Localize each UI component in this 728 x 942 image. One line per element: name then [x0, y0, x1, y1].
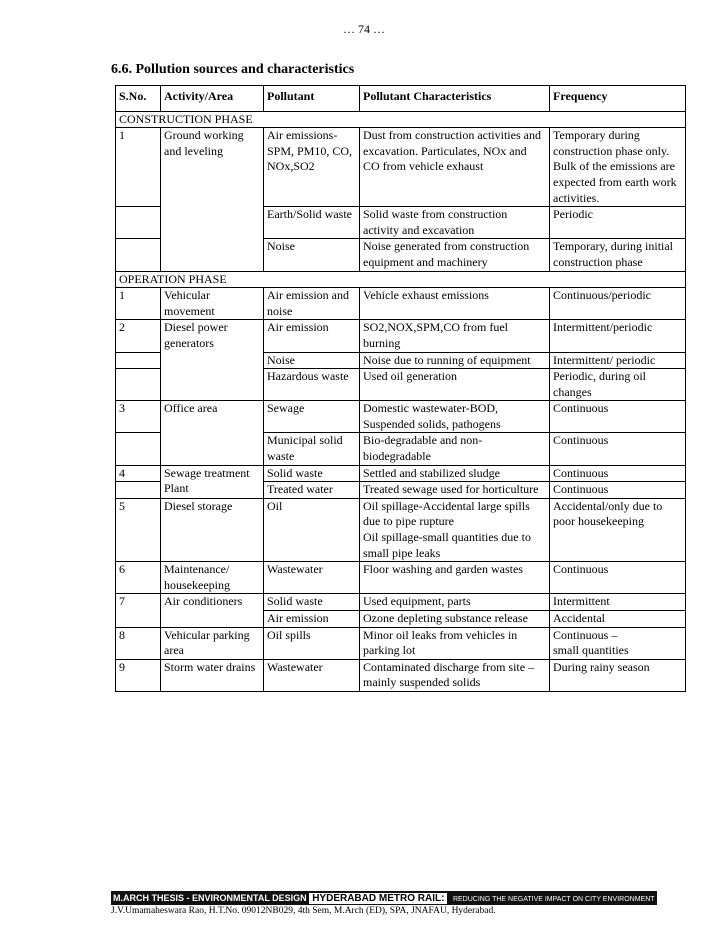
cell-characteristics: Contaminated discharge from site – mainly suspended solids: [360, 659, 550, 691]
cell-activity: Vehicular parking area: [161, 627, 264, 659]
cell-frequency: Continuous: [550, 401, 686, 433]
cell-activity: Ground working and leveling: [161, 128, 264, 271]
cell-characteristics: Noise generated from construction equipment and machinery: [360, 239, 550, 271]
cell-frequency: Periodic, during oil changes: [550, 369, 686, 401]
cell-pollutant: Air emission: [264, 320, 360, 352]
cell-pollutant: Air emission and noise: [264, 288, 360, 320]
phase-label: CONSTRUCTION PHASE: [116, 111, 686, 128]
cell-sno: 1: [116, 288, 161, 320]
cell-sno: 9: [116, 659, 161, 691]
cell-frequency: Intermittent/ periodic: [550, 352, 686, 369]
cell-pollutant: Oil spills: [264, 627, 360, 659]
table-row: [116, 401, 686, 433]
header-activity: Activity/Area: [161, 86, 264, 112]
footer-banner-left: M.ARCH THESIS - ENVIRONMENTAL DESIGN: [113, 893, 307, 903]
cell-pollutant: Noise: [264, 239, 360, 271]
cell-activity: Office area: [161, 401, 264, 465]
cell-sno: 6: [116, 562, 161, 594]
header-frequency: Frequency: [550, 86, 686, 112]
cell-sno: 1: [116, 128, 161, 207]
cell-frequency: Continuous: [550, 465, 686, 482]
cell-pollutant: Sewage: [264, 401, 360, 433]
cell-pollutant: Air emissions-SPM, PM10, CO, NOx,SO2: [264, 128, 360, 207]
cell-activity: Storm water drains: [161, 659, 264, 691]
header-sno: S.No.: [116, 86, 161, 112]
footer-author-line: J.V.Umamaheswara Rao, H.T.No. 09012NB029, 4th Sem, M.Arch (ED), SPA, JNAFAU, Hyderabad.: [111, 906, 496, 916]
cell-sno: 3: [116, 401, 161, 433]
table-row: [116, 659, 686, 691]
header-pollutant: Pollutant: [264, 86, 360, 112]
footer-banner-mid: HYDERABAD METRO RAIL:: [309, 893, 447, 904]
cell-frequency: Accidental: [550, 611, 686, 628]
table-body: [116, 111, 686, 691]
footer-banner: [111, 891, 657, 905]
pollution-table: [115, 85, 686, 692]
cell-characteristics: Treated sewage used for horticulture: [360, 482, 550, 499]
cell-pollutant: Municipal solid waste: [264, 433, 360, 465]
cell-characteristics: Solid waste from construction activity and excavation: [360, 207, 550, 239]
cell-pollutant: Oil: [264, 498, 360, 561]
cell-pollutant: Earth/Solid waste: [264, 207, 360, 239]
cell-characteristics: Noise due to running of equipment: [360, 352, 550, 369]
cell-pollutant: Air emission: [264, 611, 360, 628]
footer-banner-right: REDUCING THE NEGATIVE IMPACT ON CITY ENVIRONMENT: [452, 896, 655, 903]
cell-characteristics: Bio-degradable and non-biodegradable: [360, 433, 550, 465]
cell-characteristics: Used equipment, parts: [360, 594, 550, 611]
cell-characteristics: Vehicle exhaust emissions: [360, 288, 550, 320]
cell-frequency: Intermittent: [550, 594, 686, 611]
cell-pollutant: Hazardous waste: [264, 369, 360, 401]
cell-pollutant: Treated water: [264, 482, 360, 499]
cell-sno: [116, 433, 161, 465]
cell-frequency: Continuous – small quantities: [550, 627, 686, 659]
cell-activity: Sewage treatment Plant: [161, 465, 264, 498]
cell-sno: 5: [116, 498, 161, 561]
cell-pollutant: Solid waste: [264, 594, 360, 611]
cell-sno: [116, 482, 161, 499]
table-row: [116, 128, 686, 207]
header-characteristics: Pollutant Characteristics: [360, 86, 550, 112]
cell-frequency: Periodic: [550, 207, 686, 239]
cell-activity: Diesel storage: [161, 498, 264, 561]
table-row: [116, 594, 686, 611]
cell-pollutant: Noise: [264, 352, 360, 369]
cell-characteristics: Settled and stabilized sludge: [360, 465, 550, 482]
cell-pollutant: Solid waste: [264, 465, 360, 482]
table-row: [116, 465, 686, 482]
cell-activity: Air conditioners: [161, 594, 264, 627]
cell-characteristics: Ozone depleting substance release: [360, 611, 550, 628]
cell-frequency: Intermittent/periodic: [550, 320, 686, 352]
cell-activity: Maintenance/ housekeeping: [161, 562, 264, 594]
cell-frequency: Temporary, during initial construction phase: [550, 239, 686, 271]
cell-frequency: Accidental/only due to poor housekeeping: [550, 498, 686, 561]
cell-sno: 7: [116, 594, 161, 627]
phase-row: [116, 271, 686, 288]
cell-sno: 8: [116, 627, 161, 659]
cell-characteristics: Used oil generation: [360, 369, 550, 401]
phase-label: OPERATION PHASE: [116, 271, 686, 288]
cell-pollutant: Wastewater: [264, 562, 360, 594]
cell-characteristics: Floor washing and garden wastes: [360, 562, 550, 594]
table-row: [116, 562, 686, 594]
cell-frequency: Continuous: [550, 433, 686, 465]
page-number: … 74 …: [343, 22, 385, 36]
cell-sno: 4: [116, 465, 161, 482]
table-row: [116, 498, 686, 561]
cell-sno: [116, 352, 161, 369]
cell-sno: [116, 207, 161, 239]
cell-sno: [116, 239, 161, 271]
cell-characteristics: Domestic wastewater-BOD, Suspended solids, pathogens: [360, 401, 550, 433]
phase-row: [116, 111, 686, 128]
cell-characteristics: Minor oil leaks from vehicles in parking lot: [360, 627, 550, 659]
cell-activity: Vehicular movement: [161, 288, 264, 320]
table-row: [116, 627, 686, 659]
cell-frequency: During rainy season: [550, 659, 686, 691]
table-row: [116, 288, 686, 320]
cell-sno: [116, 369, 161, 401]
table-header-row: [116, 86, 686, 112]
cell-sno: 2: [116, 320, 161, 352]
cell-frequency: Continuous: [550, 562, 686, 594]
cell-activity: Diesel power generators: [161, 320, 264, 401]
table-row: [116, 320, 686, 352]
cell-frequency: Continuous/periodic: [550, 288, 686, 320]
cell-characteristics: SO2,NOX,SPM,CO from fuel burning: [360, 320, 550, 352]
section-title: 6.6. Pollution sources and characteristics: [111, 62, 355, 77]
cell-characteristics: Oil spillage-Accidental large spills due to pipe rupture Oil spillage-small quantities due to small pipe leaks: [360, 498, 550, 561]
cell-frequency: Continuous: [550, 482, 686, 499]
cell-frequency: Temporary during construction phase only. Bulk of the emissions are expected from earth work activities.: [550, 128, 686, 207]
cell-pollutant: Wastewater: [264, 659, 360, 691]
cell-characteristics: Dust from construction activities and excavation. Particulates, NOx and CO from vehicle exhaust: [360, 128, 550, 207]
